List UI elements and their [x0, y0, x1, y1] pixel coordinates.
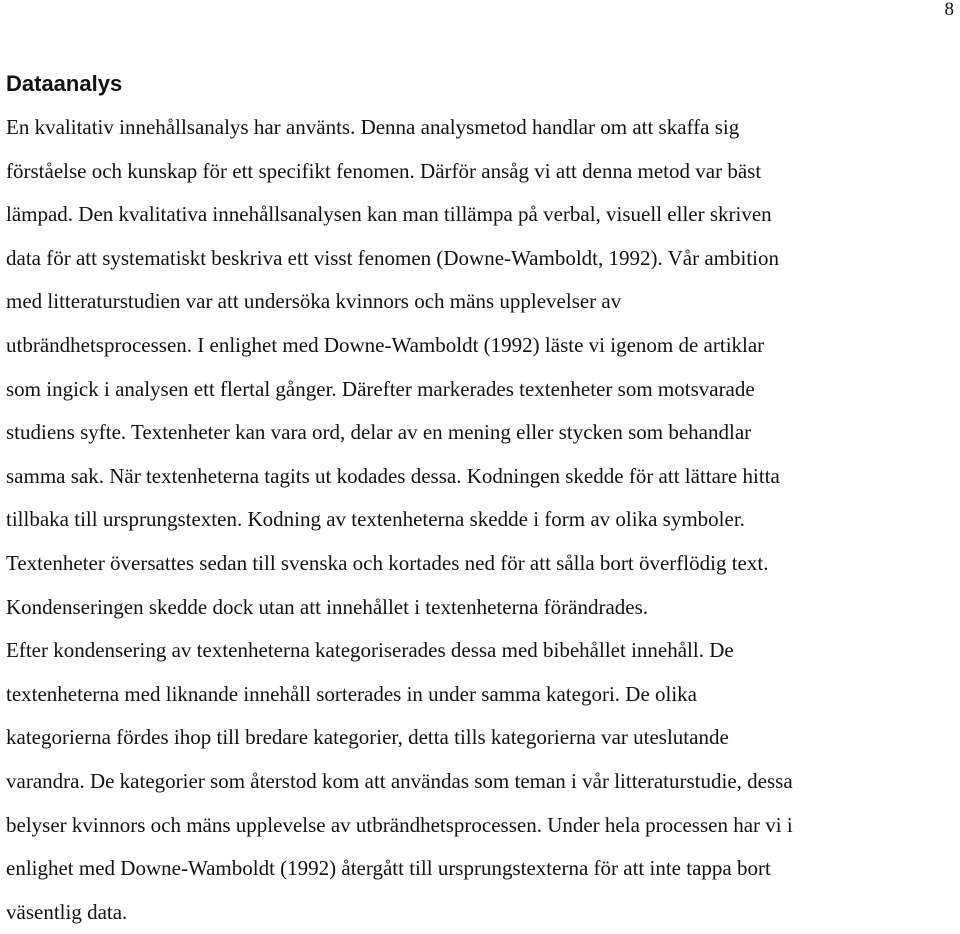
- text-line: som ingick i analysen ett flertal gånger. Därefter markerades textenheter som motsvarade: [6, 376, 755, 401]
- text-line: lämpad. Den kvalitativa innehållsanalysen kan man tillämpa på verbal, visuell eller skriven: [6, 202, 772, 227]
- text-line: varandra. De kategorier som återstod kom att användas som teman i vår litteraturstudie, dessa: [6, 768, 793, 793]
- text-line: enlighet med Downe-Wamboldt (1992) återgått till ursprungstexterna för att inte tappa bort: [6, 856, 771, 881]
- text-line: kategorierna fördes ihop till bredare kategorier, detta tills kategorierna var uteslutande: [6, 725, 729, 750]
- text-line: väsentlig data.: [6, 899, 128, 924]
- text-line: textenheterna med liknande innehåll sorterades in under samma kategori. De olika: [6, 681, 698, 706]
- text-line: förståelse och kunskap för ett specifikt fenomen. Därför ansåg vi att denna metod var bäst: [6, 158, 762, 183]
- text-line: Kondenseringen skedde dock utan att innehållet i textenheterna förändrades.: [6, 594, 649, 619]
- text-line: tillbaka till ursprungstexten. Kodning av textenheterna skedde i form av olika symboler.: [6, 507, 745, 532]
- text-line: samma sak. När textenheterna tagits ut kodades dessa. Kodningen skedde för att lättare hitta: [6, 463, 780, 488]
- text-line: med litteraturstudien var att undersöka kvinnors och mäns upplevelser av: [6, 289, 622, 314]
- body-paragraph: [6, 106, 956, 934]
- text-line: belyser kvinnors och mäns upplevelse av utbrändhetsprocessen. Under hela processen har vi i: [6, 812, 793, 837]
- text-line: data för att systematiskt beskriva ett visst fenomen (Downe-Wamboldt, 1992). Vår ambition: [6, 245, 780, 270]
- text-line: Textenheter översattes sedan till svenska och kortades ned för att sålla bort överflödig text.: [6, 550, 769, 575]
- page-number: 8: [944, 0, 954, 20]
- text-line: utbrändhetsprocessen. I enlighet med Downe-Wamboldt (1992) läste vi igenom de artiklar: [6, 332, 765, 357]
- section-heading: Dataanalys: [6, 71, 123, 96]
- text-line: studiens syfte. Textenheter kan vara ord, delar av en mening eller stycken som behandlar: [6, 420, 752, 445]
- text-line: En kvalitativ innehållsanalys har använts. Denna analysmetod handlar om att skaffa sig: [6, 115, 740, 139]
- text-line: Efter kondensering av textenheterna kategoriserades dessa med bibehållet innehåll. De: [6, 638, 734, 663]
